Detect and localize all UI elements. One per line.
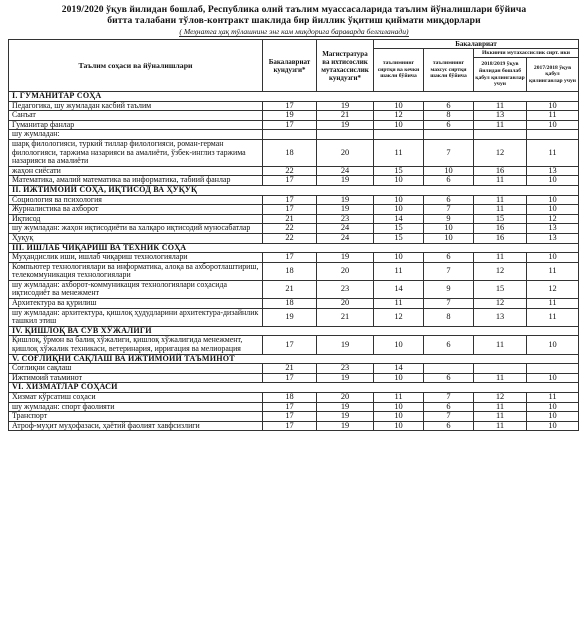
- header-bachelor-group: Бакалавриат: [374, 40, 579, 49]
- row-value: [474, 364, 527, 374]
- row-value: 23: [317, 214, 374, 224]
- row-value: 19: [263, 308, 317, 326]
- row-value: 11: [474, 205, 527, 215]
- header-2017: 2017/2018 ўқув қабул қилинганлар учун: [527, 58, 579, 92]
- row-value: 12: [527, 280, 579, 298]
- row-value: 20: [317, 299, 374, 309]
- row-value: [317, 130, 374, 140]
- row-value: 11: [474, 195, 527, 205]
- row-label: Муҳандислик иши, ишлаб чиқариш технологиялари: [9, 253, 263, 263]
- header-evening: таълимнинг сиртқи ва кечки шакли бўйича: [374, 49, 424, 92]
- row-value: 14: [374, 214, 424, 224]
- row-value: 11: [527, 299, 579, 309]
- row-label: шу жумладан:: [9, 130, 263, 140]
- row-value: 22: [263, 233, 317, 243]
- document-subtitle: [8, 27, 580, 36]
- row-label: Соғлиқни сақлаш: [9, 364, 263, 374]
- row-label: Социология ва психология: [9, 195, 263, 205]
- row-value: 11: [527, 111, 579, 121]
- row-value: 12: [474, 262, 527, 280]
- row-value: 6: [424, 402, 474, 412]
- row-label: Атроф-муҳит муҳофазаси, ҳаётий фаолият хавфсизлиги: [9, 421, 263, 431]
- row-value: 7: [424, 393, 474, 403]
- row-value: 11: [374, 393, 424, 403]
- row-value: 19: [317, 402, 374, 412]
- row-value: [374, 130, 424, 140]
- header-field: Таълим соҳаси ва йўналишлари: [9, 40, 263, 92]
- row-value: 22: [263, 166, 317, 176]
- table-row: [9, 364, 579, 374]
- row-label: Ҳуқуқ: [9, 233, 263, 243]
- row-value: 11: [474, 336, 527, 354]
- row-label: шу жумладан: жаҳон иқтисодиёти ва халқаро иқтисодий муносабатлар: [9, 224, 263, 234]
- row-value: 10: [424, 166, 474, 176]
- row-value: [527, 364, 579, 374]
- row-value: 17: [263, 120, 317, 130]
- row-value: 14: [374, 280, 424, 298]
- row-value: 6: [424, 120, 474, 130]
- row-value: 11: [474, 412, 527, 422]
- row-value: [474, 130, 527, 140]
- row-value: 10: [527, 195, 579, 205]
- row-value: 11: [374, 299, 424, 309]
- row-label: Математика, амалий математика ва информатика, табиий фанлар: [9, 176, 263, 186]
- row-value: 11: [374, 262, 424, 280]
- row-value: 17: [263, 336, 317, 354]
- row-value: 17: [263, 205, 317, 215]
- row-value: 10: [527, 176, 579, 186]
- row-value: 19: [317, 421, 374, 431]
- row-value: 21: [317, 111, 374, 121]
- row-value: 19: [317, 336, 374, 354]
- row-value: 17: [263, 373, 317, 383]
- row-value: 12: [374, 308, 424, 326]
- table-header: [9, 40, 579, 92]
- header-bachelor-day: Бакалавриат кундузги*: [263, 40, 317, 92]
- row-value: 10: [527, 402, 579, 412]
- row-value: 13: [527, 166, 579, 176]
- row-value: 6: [424, 373, 474, 383]
- row-value: 11: [527, 308, 579, 326]
- row-value: 20: [317, 262, 374, 280]
- row-value: 9: [424, 214, 474, 224]
- row-label: Хизмат кўрсатиш соҳаси: [9, 393, 263, 403]
- table-row: [9, 262, 579, 280]
- row-value: 15: [374, 166, 424, 176]
- row-value: 10: [527, 336, 579, 354]
- row-label: Қишлоқ, ўрмон ва балиқ хўжалиги, қишлоқ хўжалигида менежмент, қишлоқ хўжалик техникаси, ветеринария, ирригация ва мелиорация: [9, 336, 263, 354]
- row-value: 10: [424, 224, 474, 234]
- row-value: 8: [424, 308, 474, 326]
- row-value: 6: [424, 176, 474, 186]
- row-label: Журналистика ва ахборот: [9, 205, 263, 215]
- table-row: [9, 336, 579, 354]
- row-value: 19: [317, 205, 374, 215]
- row-label: шарқ филологияси, туркий тиллар филологияси, роман-герман филологияси, таржима назарияси ва амалиёти, ўзбек-инглиз таржима назарияси ва амалиёти: [9, 139, 263, 166]
- row-label: шу жумладан: спорт фаолияти: [9, 402, 263, 412]
- row-value: 7: [424, 412, 474, 422]
- row-value: 23: [317, 364, 374, 374]
- table-row: [9, 139, 579, 166]
- row-value: 11: [474, 101, 527, 111]
- row-value: 22: [263, 224, 317, 234]
- row-value: 19: [317, 195, 374, 205]
- row-value: 19: [317, 253, 374, 263]
- row-value: 11: [474, 176, 527, 186]
- table-row: [9, 120, 579, 130]
- row-value: 23: [317, 280, 374, 298]
- row-value: 10: [527, 412, 579, 422]
- row-value: 12: [474, 393, 527, 403]
- table-row: [9, 224, 579, 234]
- row-value: 19: [263, 111, 317, 121]
- row-value: 11: [474, 421, 527, 431]
- row-value: 19: [317, 412, 374, 422]
- header-second-spec: Иккинчи мутахассислик сирт. ики: [474, 49, 579, 58]
- document-title-line-1: 2019/2020 ўқув йилидан бошлаб, Республика олий таълим муассасаларида таълим йўналишлари бўйича: [61, 4, 527, 15]
- row-value: 17: [263, 421, 317, 431]
- subtitle-text: ( Меҳнатга ҳақ тўлашнинг энг кам миқдорига бараварда белгиланади): [179, 27, 409, 36]
- table-row: [9, 299, 579, 309]
- row-value: 21: [317, 308, 374, 326]
- row-value: 15: [474, 280, 527, 298]
- row-label: Ижтимоий таъминот: [9, 373, 263, 383]
- row-value: 10: [527, 101, 579, 111]
- row-value: 12: [474, 139, 527, 166]
- row-value: 6: [424, 336, 474, 354]
- row-value: 10: [374, 176, 424, 186]
- row-value: 6: [424, 253, 474, 263]
- row-value: 11: [527, 262, 579, 280]
- row-value: 13: [527, 224, 579, 234]
- row-value: 19: [317, 176, 374, 186]
- row-value: 24: [317, 224, 374, 234]
- row-value: 20: [317, 393, 374, 403]
- row-value: 11: [527, 393, 579, 403]
- row-value: 18: [263, 262, 317, 280]
- row-value: 9: [424, 280, 474, 298]
- row-value: 16: [474, 224, 527, 234]
- row-value: 21: [263, 280, 317, 298]
- row-label: жаҳон сиёсати: [9, 166, 263, 176]
- row-value: 17: [263, 402, 317, 412]
- table-row: [9, 280, 579, 298]
- table-row: [9, 176, 579, 186]
- row-value: 8: [424, 111, 474, 121]
- row-value: 10: [527, 205, 579, 215]
- row-value: 7: [424, 299, 474, 309]
- row-value: 24: [317, 166, 374, 176]
- row-value: 13: [474, 111, 527, 121]
- table-row: [9, 111, 579, 121]
- row-value: 21: [263, 214, 317, 224]
- row-value: [263, 130, 317, 140]
- row-value: 19: [317, 101, 374, 111]
- row-value: 7: [424, 262, 474, 280]
- row-value: 10: [374, 402, 424, 412]
- row-value: 19: [317, 120, 374, 130]
- document-title-line-2: битта талабани тўлов-контракт шаклида бир йиллик ўқитиш қиймати миқдорлари: [107, 15, 481, 26]
- table-row: [9, 393, 579, 403]
- row-label: шу жумладан: ахборот-коммуникация технологиялари соҳасида иқтисодиёт ва менежмент: [9, 280, 263, 298]
- row-value: 19: [317, 373, 374, 383]
- row-value: 10: [374, 205, 424, 215]
- table-row: [9, 308, 579, 326]
- row-value: 10: [424, 233, 474, 243]
- row-value: 7: [424, 205, 474, 215]
- row-value: 16: [474, 166, 527, 176]
- row-value: 14: [374, 364, 424, 374]
- table-section-row: [9, 185, 579, 195]
- row-value: 21: [263, 364, 317, 374]
- row-value: 11: [527, 139, 579, 166]
- row-value: 17: [263, 176, 317, 186]
- row-value: [424, 130, 474, 140]
- row-value: 18: [263, 393, 317, 403]
- section-title: VI. ХИЗМАТЛАР СОҲАСИ: [9, 383, 579, 393]
- row-label: Иқтисод: [9, 214, 263, 224]
- row-value: 6: [424, 101, 474, 111]
- row-value: 10: [527, 373, 579, 383]
- table-body: [9, 92, 579, 431]
- row-value: [527, 130, 579, 140]
- row-value: 12: [374, 111, 424, 121]
- row-value: 18: [263, 139, 317, 166]
- row-value: 10: [374, 120, 424, 130]
- section-title: III. ИШЛАБ ЧИҚАРИШ ВА ТЕХНИК СОҲА: [9, 243, 579, 253]
- row-label: Транспорт: [9, 412, 263, 422]
- row-value: 10: [374, 412, 424, 422]
- row-value: 16: [474, 233, 527, 243]
- row-label: Гуманитар фанлар: [9, 120, 263, 130]
- row-value: 10: [374, 101, 424, 111]
- row-label: шу жумладан: архитектура, қишлоқ ҳудудларини архитектура-дизайнлик ташкил этиш: [9, 308, 263, 326]
- row-value: 13: [474, 308, 527, 326]
- section-title: V. СОҒЛИҚНИ САҚЛАШ ВА ИЖТИМОИЙ ТАЪМИНОТ: [9, 354, 579, 364]
- table-row: [9, 421, 579, 431]
- row-value: 11: [474, 373, 527, 383]
- section-title: I. ГУМАНИТАР СОҲА: [9, 92, 579, 102]
- tuition-table: [8, 39, 579, 431]
- row-value: 10: [527, 421, 579, 431]
- row-value: 20: [317, 139, 374, 166]
- row-label: Архитектура ва қурилиш: [9, 299, 263, 309]
- row-value: 11: [474, 120, 527, 130]
- table-row: [9, 412, 579, 422]
- row-value: 10: [527, 253, 579, 263]
- row-value: 17: [263, 195, 317, 205]
- row-value: 18: [263, 299, 317, 309]
- row-value: 10: [374, 253, 424, 263]
- row-value: 10: [374, 373, 424, 383]
- table-section-row: [9, 92, 579, 102]
- row-value: 15: [374, 224, 424, 234]
- row-value: 17: [263, 412, 317, 422]
- row-value: 24: [317, 233, 374, 243]
- row-value: 13: [527, 233, 579, 243]
- table-row: [9, 253, 579, 263]
- row-value: 17: [263, 101, 317, 111]
- row-value: 11: [374, 139, 424, 166]
- row-value: 7: [424, 139, 474, 166]
- table-row: [9, 205, 579, 215]
- table-row: [9, 233, 579, 243]
- row-label: Санъат: [9, 111, 263, 121]
- row-label: Педагогика, шу жумладан касбий таълим: [9, 101, 263, 111]
- header-master-day: Магистратура ва ихтисослик мутахассислик кундузги*: [317, 40, 374, 92]
- row-value: 12: [527, 214, 579, 224]
- row-value: 15: [474, 214, 527, 224]
- row-value: 10: [374, 336, 424, 354]
- row-value: 6: [424, 421, 474, 431]
- row-value: 17: [263, 253, 317, 263]
- row-value: 6: [424, 195, 474, 205]
- row-label: Компьютер технологиялари ва информатика, алоқа ва ахборотлаштириш, телекоммуникация технологиялари: [9, 262, 263, 280]
- row-value: 10: [527, 120, 579, 130]
- row-value: [424, 364, 474, 374]
- row-value: 15: [374, 233, 424, 243]
- header-external: таълимнинг махсус сиртқи шакли бўйича: [424, 49, 474, 92]
- header-2018: 2018/2019 ўқув йилидан бошлаб қабул қилинганлар учун: [474, 58, 527, 92]
- row-value: 10: [374, 421, 424, 431]
- section-title: II. ИЖТИМОИЙ СОҲА, ИҚТИСОД ВА ҲУҚУҚ: [9, 185, 579, 195]
- section-title: IV. ҚИШЛОҚ ВА СУВ ХЎЖАЛИГИ: [9, 326, 579, 336]
- row-value: 11: [474, 402, 527, 412]
- row-value: 11: [474, 253, 527, 263]
- row-value: 12: [474, 299, 527, 309]
- row-value: 10: [374, 195, 424, 205]
